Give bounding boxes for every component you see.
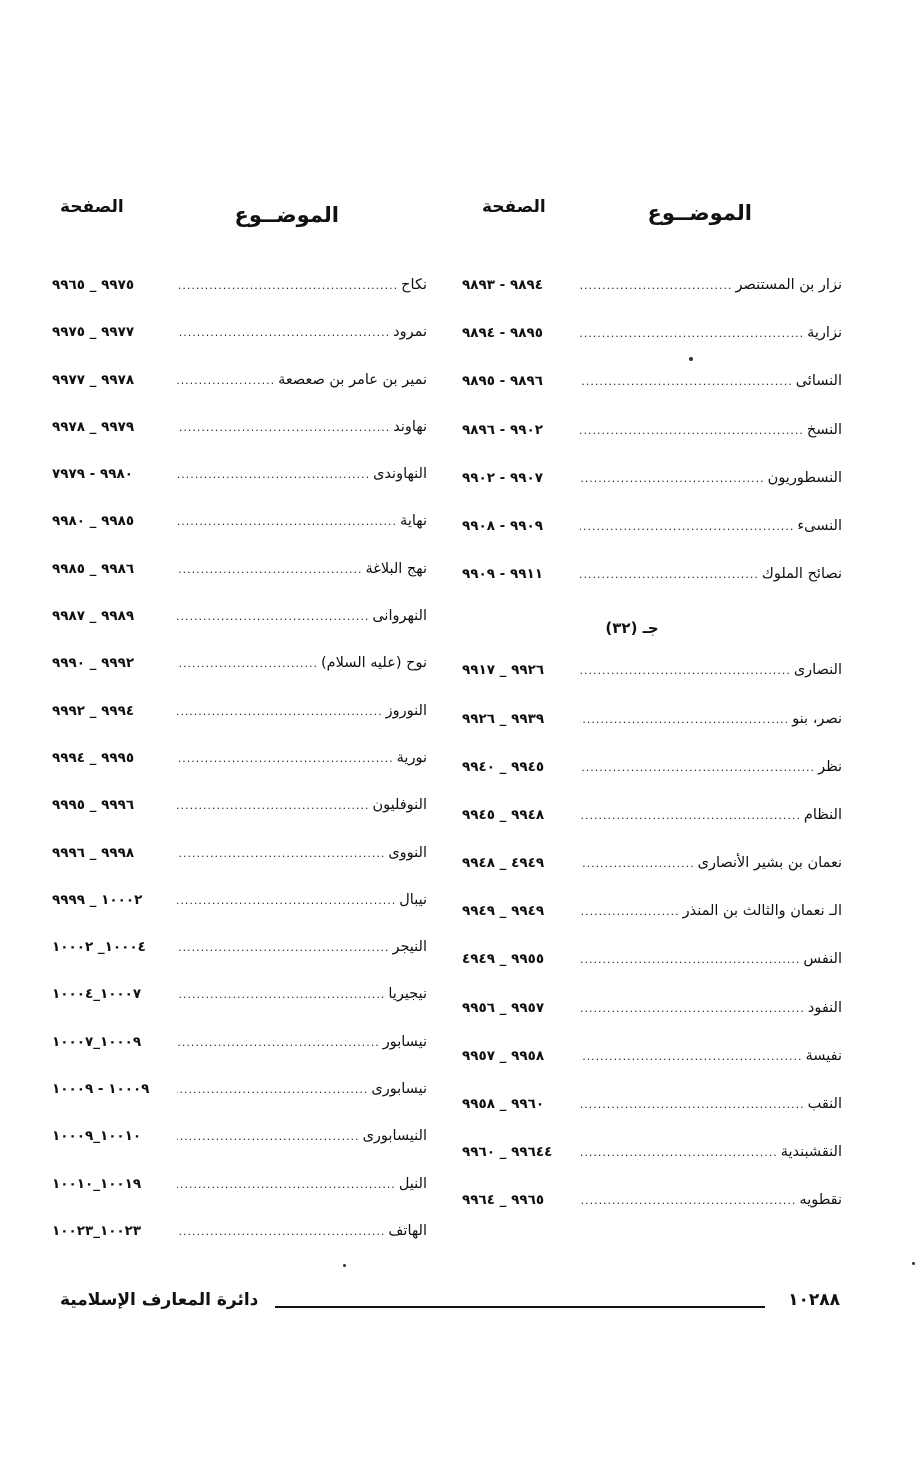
- entry-pages: ٩٩٥٥ _ ٤٩٤٩: [462, 951, 545, 968]
- index-entry: [462, 662, 842, 710]
- entry-topic: نصر، بنو: [792, 710, 842, 727]
- entry-pages: ٩٩٥٧ _ ٩٩٥٦: [462, 999, 545, 1016]
- entry-pages: ١٠٠١٠_١٠٠٠٩: [52, 1128, 142, 1145]
- dot-leader: [177, 752, 394, 765]
- index-entry: [462, 807, 842, 855]
- entry-topic: نوح (عليه السلام): [320, 655, 427, 672]
- entry-pages: ٩٩٧٥ _ ٩٩٦٥: [52, 277, 135, 293]
- entry-pages: ٩٩٦٥ _ ٩٩٦٤: [462, 1192, 545, 1209]
- entry-topic: نظر: [818, 758, 842, 775]
- dot-leader: [177, 1083, 368, 1096]
- entry-topic: نورية: [396, 749, 427, 766]
- entry-topic: نزارية: [807, 325, 842, 342]
- index-entry: [52, 986, 427, 1033]
- dot-leader: [580, 1146, 778, 1159]
- index-entry: [52, 1128, 427, 1175]
- entry-pages: ٩٩٩٤ _ ٩٩٩٢: [52, 702, 135, 719]
- dot-leader: [177, 657, 318, 670]
- entry-topic: النفود: [807, 999, 842, 1016]
- entry-pages: ٩٩٠٧ - ٩٩٠٢: [462, 469, 543, 486]
- entry-topic: نيسابور: [382, 1033, 427, 1050]
- entry-pages: ٩٩٤٨ _ ٩٩٤٥: [462, 806, 545, 823]
- index-entry: [462, 566, 842, 614]
- dot-leader: [177, 847, 385, 860]
- entry-pages: ٩٩٨٠ - ٧٩٧٩: [52, 466, 133, 483]
- entry-pages: ٤٩٤٩ _ ٩٩٤٨: [462, 855, 545, 872]
- entry-pages: ٩٨٩٤ - ٩٨٩٣: [462, 277, 543, 293]
- entry-pages: ٩٩٢٦ _ ٩٩١٧: [462, 662, 545, 679]
- dot-leader: [580, 857, 695, 870]
- dot-leader: [580, 327, 804, 340]
- dot-leader: [580, 953, 800, 966]
- entry-pages: ٩٩٤٥ _ ٩٩٤٠: [462, 758, 545, 775]
- dot-leader: [580, 375, 793, 388]
- index-entry: [462, 373, 842, 421]
- dot-leader: [580, 1050, 803, 1063]
- entry-pages: ١٠٠٠٩ - ١٠٠٠٩: [52, 1081, 150, 1098]
- entry-pages: ٩٩٠٩ - ٩٩٠٨: [462, 517, 543, 534]
- entry-pages: ٩٩٧٧ _ ٩٩٧٥: [52, 324, 135, 341]
- entry-topic: نيبال: [399, 891, 427, 908]
- entry-pages: ٩٩٦٠ _ ٩٩٥٨: [462, 1096, 545, 1112]
- index-entry: [52, 608, 427, 655]
- index-entry: [462, 1096, 842, 1144]
- entry-topic: النظام: [803, 806, 842, 823]
- dot-leader: [177, 563, 362, 576]
- index-entry: [52, 797, 427, 844]
- dot-leader: [580, 568, 759, 581]
- index-entry: [462, 759, 842, 807]
- entry-pages: ١٠٠٠٩_١٠٠٠٧: [52, 1033, 142, 1050]
- entry-pages: ٩٩٩٢ _ ٩٩٩٠: [52, 655, 135, 672]
- entry-pages: ٩٩٥٨ _ ٩٩٥٧: [462, 1047, 545, 1064]
- entry-pages: ٩٩٨٩ _ ٩٩٨٧: [52, 608, 135, 625]
- print-speck: [912, 1262, 915, 1265]
- header-page: الصفحة: [482, 197, 546, 217]
- print-speck: [689, 357, 693, 361]
- entry-topic: نعمان بن بشير الأنصارى: [697, 855, 842, 872]
- entry-topic: النسائى: [795, 373, 842, 390]
- dot-leader: [177, 941, 389, 954]
- index-entry: [52, 419, 427, 466]
- entry-pages: ٩٩٨٦ _ ٩٩٨٥: [52, 560, 135, 577]
- entry-pages: ١٠٠٠٢ _ ٩٩٩٩: [52, 891, 143, 908]
- entry-topic: نقطويه: [799, 1192, 842, 1209]
- index-entry: [462, 1000, 842, 1048]
- dot-leader: [580, 424, 804, 437]
- dot-leader: [580, 664, 791, 677]
- index-entry: [462, 951, 842, 999]
- index-entry: [52, 750, 427, 797]
- index-entry: [462, 1144, 842, 1192]
- dot-leader: [177, 279, 398, 292]
- index-entry: [462, 903, 842, 951]
- index-entry: [52, 1081, 427, 1128]
- entry-pages: ١٠٠١٩_١٠٠١٠: [52, 1175, 142, 1192]
- index-entry: [52, 1176, 427, 1223]
- footer-rule: [275, 1306, 765, 1308]
- entry-pages: ٩٨٩٦ - ٩٨٩٥: [462, 373, 543, 390]
- dot-leader: [177, 515, 397, 528]
- entry-topic: النيل: [398, 1175, 427, 1192]
- index-entry: [462, 277, 842, 325]
- page-number: ١٠٢٨٨: [788, 1290, 840, 1310]
- entry-pages: ٩٩٦٤٤ _ ٩٩٦٠: [462, 1144, 553, 1161]
- index-entry: [462, 518, 842, 566]
- entry-list: [52, 277, 427, 1270]
- dot-leader: [177, 1130, 360, 1143]
- dot-leader: [580, 1098, 805, 1111]
- entry-pages: ١٠٠٠٤_ ١٠٠٠٢: [52, 939, 146, 956]
- header-topic: الموضــوع: [234, 203, 339, 227]
- dot-leader: [580, 905, 680, 918]
- entry-topic: نفيسة: [805, 1047, 842, 1064]
- dot-leader: [177, 799, 369, 812]
- entry-topic: نهاوند: [393, 418, 427, 435]
- index-entry: [52, 892, 427, 939]
- entry-topic: النصارى: [793, 662, 842, 679]
- dot-leader: [177, 421, 390, 434]
- index-entry: [462, 1192, 842, 1240]
- entry-topic: النوفليون: [372, 797, 427, 814]
- dot-leader: [177, 374, 275, 387]
- publication-title: دائرة المعارف الإسلامية: [60, 1290, 259, 1310]
- index-entry: [462, 325, 842, 373]
- index-entry: [52, 513, 427, 560]
- entry-list: [462, 662, 842, 1240]
- index-entry: [52, 939, 427, 986]
- dot-leader: [177, 468, 370, 481]
- entry-pages: ١٠٠٠٧_١٠٠٠٤: [52, 986, 142, 1003]
- entry-topic: النقب: [807, 1096, 842, 1112]
- entry-topic: نكاح: [401, 277, 427, 293]
- index-entry: [52, 655, 427, 702]
- index-entry: [462, 422, 842, 470]
- index-entry: [52, 372, 427, 419]
- entry-topic: نمير بن عامر بن صعصعة: [278, 371, 427, 388]
- entry-topic: النسطوريون: [767, 469, 842, 486]
- index-entry: [52, 561, 427, 608]
- entry-topic: النفس: [803, 951, 842, 968]
- entry-pages: ٩٩٠٢ - ٩٨٩٦: [462, 421, 543, 438]
- entry-topic: الـ نعمان والثالث بن المنذر: [682, 903, 842, 920]
- entry-topic: نمرود: [393, 324, 427, 341]
- dot-leader: [580, 809, 801, 822]
- index-entry: [462, 1048, 842, 1096]
- entry-pages: ١٠٠٢٣_١٠٠٢٣: [52, 1222, 142, 1239]
- index-entry: [462, 711, 842, 759]
- index-entry: [52, 703, 427, 750]
- index-column-left: [52, 195, 427, 1270]
- index-entry: [462, 470, 842, 518]
- column-header: [462, 195, 842, 235]
- index-entry: [52, 277, 427, 324]
- column-header: [52, 195, 427, 235]
- entry-topic: النووى: [388, 844, 427, 861]
- dot-leader: [177, 1178, 396, 1191]
- entry-topic: نيجيريا: [388, 986, 427, 1003]
- dot-leader: [177, 705, 383, 718]
- index-entry: [52, 324, 427, 371]
- entry-pages: ٩٩٩٦ _ ٩٩٩٥: [52, 797, 135, 814]
- dot-leader: [580, 1002, 805, 1015]
- index-entry: [52, 466, 427, 513]
- entry-pages: ٩٩٧٨ _ ٩٩٧٧: [52, 371, 135, 388]
- entry-topic: النهاوندى: [373, 466, 427, 483]
- entry-pages: ٩٩٣٩ _ ٩٩٢٦: [462, 710, 545, 727]
- entry-pages: ٩٨٩٥ - ٩٨٩٤: [462, 325, 543, 342]
- dot-leader: [177, 1225, 385, 1238]
- index-entry: [462, 855, 842, 903]
- entry-topic: النسخ: [806, 421, 842, 438]
- dot-leader: [177, 988, 385, 1001]
- index-entry: [52, 845, 427, 892]
- entry-topic: نهج البلاغة: [365, 560, 427, 577]
- dot-leader: [580, 472, 765, 485]
- index-entry: [52, 1223, 427, 1270]
- entry-list: [462, 277, 842, 614]
- dot-leader: [177, 894, 396, 907]
- header-topic: الموضــوع: [647, 201, 752, 225]
- entry-topic: نيسابورى: [371, 1081, 427, 1098]
- dot-leader: [177, 610, 369, 623]
- entry-pages: ٩٩١١ - ٩٩٠٩: [462, 566, 543, 583]
- page-footer: [60, 1290, 840, 1320]
- print-speck: [343, 1264, 346, 1267]
- entry-topic: النسىء: [797, 517, 842, 534]
- dot-leader: [580, 1194, 796, 1207]
- entry-topic: النيجر: [392, 939, 427, 956]
- entry-topic: نصائح الملوك: [761, 566, 842, 583]
- entry-topic: النيسابورى: [362, 1128, 427, 1145]
- entry-pages: ٩٩٨٥ _ ٩٩٨٠: [52, 513, 135, 530]
- dot-leader: [580, 279, 733, 292]
- dot-leader: [580, 713, 789, 726]
- entry-topic: نزار بن المستنصر: [735, 277, 842, 293]
- entry-pages: ٩٩٩٨ _ ٩٩٩٦: [52, 844, 135, 861]
- index-column-right: [462, 195, 842, 1241]
- dot-leader: [580, 761, 815, 774]
- entry-topic: النقشبندية: [780, 1144, 842, 1161]
- entry-topic: النوروز: [385, 702, 427, 719]
- entry-pages: ٩٩٩٥ _ ٩٩٩٤: [52, 749, 135, 766]
- index-entry: [52, 1034, 427, 1081]
- entry-pages: ٩٩٧٩ _ ٩٩٧٨: [52, 418, 135, 435]
- entry-topic: نهاية: [400, 513, 427, 530]
- dot-leader: [177, 1036, 380, 1049]
- dot-leader: [177, 326, 390, 339]
- dot-leader: [580, 520, 794, 533]
- entry-topic: النهروانى: [372, 608, 427, 625]
- section-label: جـ (٣٢): [605, 619, 659, 638]
- entry-topic: الهاتف: [388, 1222, 427, 1239]
- entry-pages: ٩٩٤٩ _ ٩٩٤٩: [462, 903, 545, 920]
- header-page: الصفحة: [60, 197, 124, 217]
